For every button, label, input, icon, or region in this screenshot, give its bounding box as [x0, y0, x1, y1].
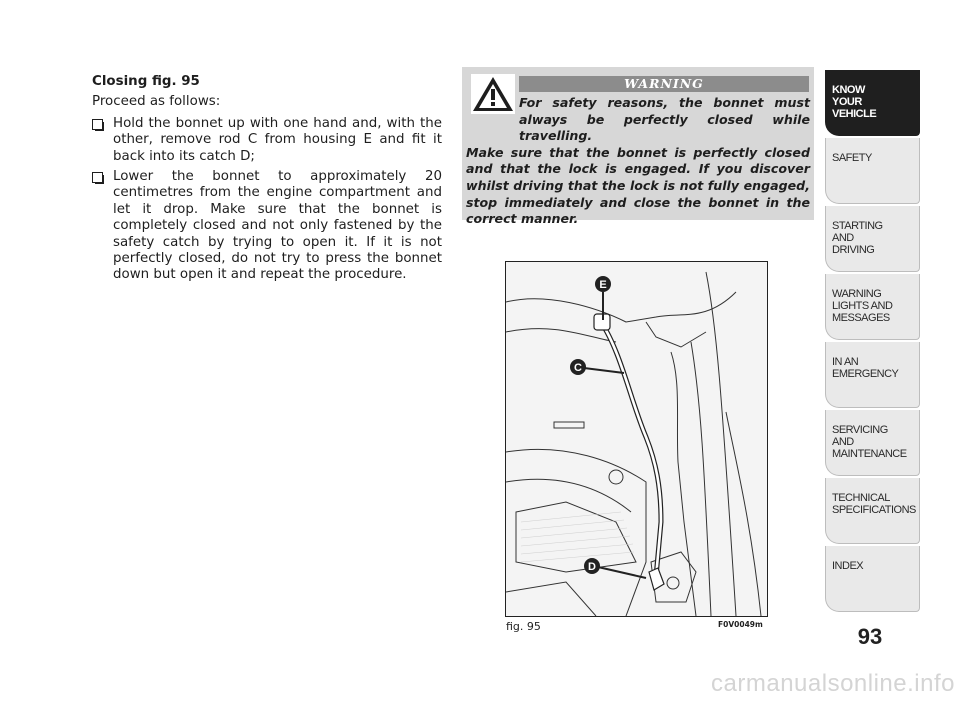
callout-c — [570, 359, 586, 375]
tab-know-your-vehicle[interactable] — [825, 70, 920, 136]
tab-label: INDEX — [832, 560, 864, 572]
warning-text-rest: Make sure that the bonnet is perfectly closed and that the lock is engaged. If you discover whilst driving that the lock is not fully engaged, stop immediately and close the bonnet in the correct manner. — [466, 144, 810, 227]
tab-label: WARNING LIGHTS AND MESSAGES — [832, 288, 893, 324]
tab-label: IN AN EMERGENCY — [832, 356, 899, 380]
callout-e-label: E — [599, 279, 607, 291]
content-column — [92, 74, 442, 288]
step-item — [92, 116, 442, 165]
callout-c-label: C — [574, 362, 582, 374]
page-number: 93 — [857, 624, 883, 649]
tab-label: KNOW YOUR VEHICLE — [832, 84, 877, 120]
chapter-tabs — [825, 70, 920, 614]
warning-text — [466, 95, 810, 228]
tab-safety[interactable] — [825, 138, 920, 204]
checkbox-bullet-icon — [92, 172, 103, 183]
step-text: Lower the bonnet to approximately 20 centimetres from the engine compartment and let it drop. Make sure that the bonnet is completely closed and not only fastened by the safety catch by trying to open it. If it is not perfectly closed, do not try to press the bonnet down but open it and repeat the procedure. — [113, 169, 442, 283]
checkbox-bullet-icon — [92, 119, 103, 130]
tab-label: SAFETY — [832, 152, 872, 164]
watermark: carmanualsonline.info — [711, 670, 955, 697]
engine-bay-figure — [505, 261, 768, 617]
callout-e — [595, 276, 611, 292]
tab-starting-and-driving[interactable] — [825, 206, 920, 272]
step-item — [92, 169, 442, 284]
tab-servicing[interactable] — [825, 410, 920, 476]
warning-header: WARNING — [519, 76, 809, 92]
intro-text: Proceed as follows: — [92, 94, 221, 110]
tab-label: TECHNICAL SPECIFICATIONS — [832, 492, 916, 516]
tab-emergency[interactable] — [825, 342, 920, 408]
tab-index[interactable] — [825, 546, 920, 612]
engine-bay-illustration — [506, 262, 767, 616]
step-text: Hold the bonnet up with one hand and, with the other, remove rod C from housing E and fit it back into its catch D; — [113, 115, 442, 164]
tab-warning-lights[interactable] — [825, 274, 920, 340]
steps-list — [92, 116, 442, 284]
section-title: Closing fig. 95 — [92, 74, 200, 89]
warning-text-indented: For safety reasons, the bonnet must always be perfectly closed while travelling. — [519, 95, 810, 144]
warning-box — [462, 67, 814, 227]
callout-d — [584, 558, 600, 574]
figure-code: F0V0049m — [718, 620, 763, 629]
callout-d-label: D — [588, 561, 596, 573]
tab-label: SERVICING AND MAINTENANCE — [832, 424, 907, 460]
tab-label: STARTING AND DRIVING — [832, 220, 883, 256]
tab-technical-specifications[interactable] — [825, 478, 920, 544]
figure-caption: fig. 95 — [506, 620, 541, 633]
